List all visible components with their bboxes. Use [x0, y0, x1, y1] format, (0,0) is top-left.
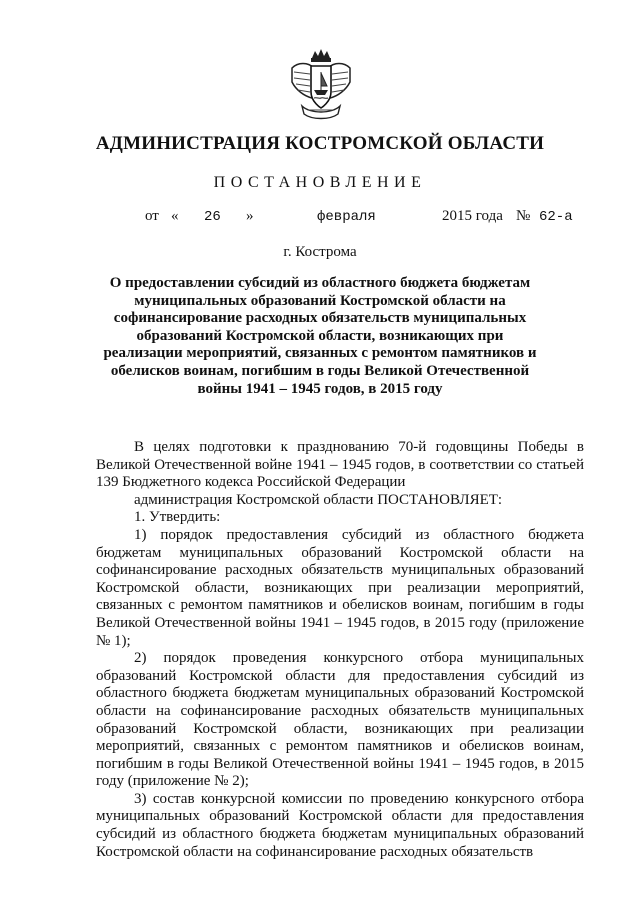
- date-open-quote: «: [171, 208, 179, 224]
- resolves-paragraph: администрация Костромской области ПОСТАНОВЛЯЕТ:: [134, 491, 503, 508]
- date-day: 26: [204, 209, 221, 225]
- date-month: февраля: [317, 209, 376, 225]
- preamble-paragraph: В целях подготовки к празднованию 70-й годовщины Победы в Великой Отечественной войне 1941 – 1945 годов, в соответствии со статьей 139 Бюджетного кодекса Российской Федерации: [96, 439, 584, 491]
- date-prefix: от: [145, 208, 159, 224]
- item-1-2-paragraph: 2) порядок проведения конкурсного отбора муниципальных образований Костромской области для предоставления субсидий из областного бюджета бюджетам муниципальных образований Костромской области на софинансирование расходных обязательств муниципальных образований Костромской области, возникающих при реализации мероприятий, связанных с ремонтом памятников и обелисков воинам, погибшим в годы Великой Отечественной войны 1941 – 1945 годов, в 2015 году (приложение № 2);: [96, 650, 584, 790]
- document-title: О предоставлении субсидий из областного бюджета бюджетам муниципальных образований Костромской области на софинансирование расходных обязательств муниципальных образований Костромской области, возникающих при реализации мероприятий, связанных с ремонтом памятников и обелисков воинам, погибшим в годы Великой Отечественной войны 1941 – 1945 годов, в 2015 году: [103, 275, 537, 397]
- city: г. Кострома: [283, 244, 357, 260]
- date-close-quote: »: [246, 208, 254, 224]
- date-year: 2015 года: [442, 208, 503, 224]
- document-body: [96, 439, 584, 861]
- document-number: 62-а: [539, 209, 573, 225]
- document-type: ПОСТАНОВЛЕНИЕ: [213, 174, 427, 191]
- item-1-3-paragraph: 3) состав конкурсной комиссии по проведению конкурсного отбора муниципальных образований Костромской области для предоставления субсидий из областного бюджета бюджетам муниципальных образований Костромской области на софинансирование расходных обязательств: [96, 790, 584, 860]
- organization-name: АДМИНИСТРАЦИЯ КОСТРОМСКОЙ ОБЛАСТИ: [95, 133, 545, 154]
- coat-of-arms-icon: [288, 48, 354, 122]
- item-1-1-paragraph: 1) порядок предоставления субсидий из областного бюджета бюджетам муниципальных образований Костромской области на софинансирование расходных обязательств муниципальных образований Костромской области, возникающих при реализации мероприятий, связанных с ремонтом памятников и обелисков воинам, погибшим в годы Великой Отечественной войны 1941 – 1945 годов, в 2015 году (приложение № 1);: [96, 526, 584, 649]
- number-sign: №: [516, 208, 531, 224]
- item-1-paragraph: 1. Утвердить:: [134, 509, 221, 526]
